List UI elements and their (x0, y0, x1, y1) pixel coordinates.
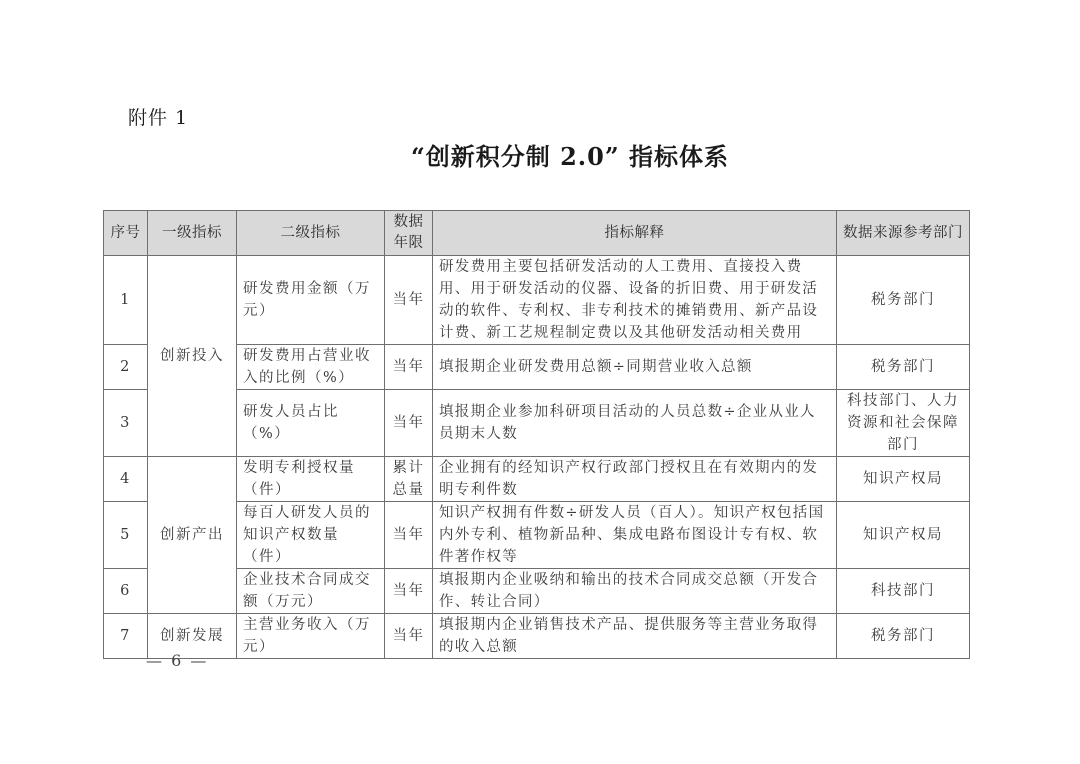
cell-source: 税务部门 (837, 256, 970, 345)
cell-description: 知识产权拥有件数÷研发人员（百人）。知识产权包括国内外专利、植物新品种、集成电路布图设计专有权、软件著作权等 (433, 502, 837, 569)
cell-level2: 企业技术合同成交额（万元） (237, 569, 385, 614)
cell-level1-group: 创新投入 (148, 256, 237, 457)
header-level1: 一级指标 (148, 211, 237, 256)
page-number: — 6 — (146, 651, 209, 670)
cell-source: 税务部门 (837, 345, 970, 390)
cell-source: 知识产权局 (837, 457, 970, 502)
header-level2: 二级指标 (237, 211, 385, 256)
cell-seq: 1 (104, 256, 148, 345)
cell-source: 知识产权局 (837, 502, 970, 569)
cell-period: 当年 (385, 614, 433, 659)
attachment-label: 附件 1 (128, 107, 189, 129)
cell-description: 填报期内企业销售技术产品、提供服务等主营业务取得的收入总额 (433, 614, 837, 659)
cell-level2: 研发人员占比（%） (237, 390, 385, 457)
cell-period: 当年 (385, 569, 433, 614)
header-source: 数据来源参考部门 (837, 211, 970, 256)
table-row (104, 614, 970, 659)
cell-source: 科技部门、人力资源和社会保障部门 (837, 390, 970, 457)
cell-period: 当年 (385, 345, 433, 390)
cell-seq: 7 (104, 614, 148, 659)
cell-seq: 2 (104, 345, 148, 390)
cell-description: 填报期企业参加科研项目活动的人员总数÷企业从业人员期末人数 (433, 390, 837, 457)
cell-level1-group: 创新发展 (148, 614, 237, 659)
document-title: “创新积分制 2.0” 指标体系 (410, 142, 730, 171)
table-row (104, 256, 970, 345)
indicator-table (103, 210, 970, 659)
cell-seq: 3 (104, 390, 148, 457)
header-period: 数据年限 (385, 211, 433, 256)
cell-source: 税务部门 (837, 614, 970, 659)
cell-level1-group: 创新产出 (148, 457, 237, 614)
header-seq: 序号 (104, 211, 148, 256)
cell-period: 当年 (385, 390, 433, 457)
table-row (104, 457, 970, 502)
cell-description: 填报期内企业吸纳和输出的技术合同成交总额（开发合作、转让合同） (433, 569, 837, 614)
cell-seq: 4 (104, 457, 148, 502)
cell-seq: 5 (104, 502, 148, 569)
cell-level2: 研发费用金额（万元） (237, 256, 385, 345)
cell-level2: 发明专利授权量（件） (237, 457, 385, 502)
cell-period: 当年 (385, 256, 433, 345)
cell-description: 研发费用主要包括研发活动的人工费用、直接投入费用、用于研发活动的仪器、设备的折旧费、用于研发活动的软件、专利权、非专利技术的摊销费用、新产品设计费、新工艺规程制定费以及其他研发活动相关费用 (433, 256, 837, 345)
cell-level2: 主营业务收入（万元） (237, 614, 385, 659)
table-header-row (104, 211, 970, 256)
cell-description: 填报期企业研发费用总额÷同期营业收入总额 (433, 345, 837, 390)
header-description: 指标解释 (433, 211, 837, 256)
cell-level2: 每百人研发人员的知识产权数量（件） (237, 502, 385, 569)
cell-period: 累计总量 (385, 457, 433, 502)
cell-description: 企业拥有的经知识产权行政部门授权且在有效期内的发明专利件数 (433, 457, 837, 502)
cell-level2: 研发费用占营业收入的比例（%） (237, 345, 385, 390)
cell-seq: 6 (104, 569, 148, 614)
cell-period: 当年 (385, 502, 433, 569)
cell-source: 科技部门 (837, 569, 970, 614)
